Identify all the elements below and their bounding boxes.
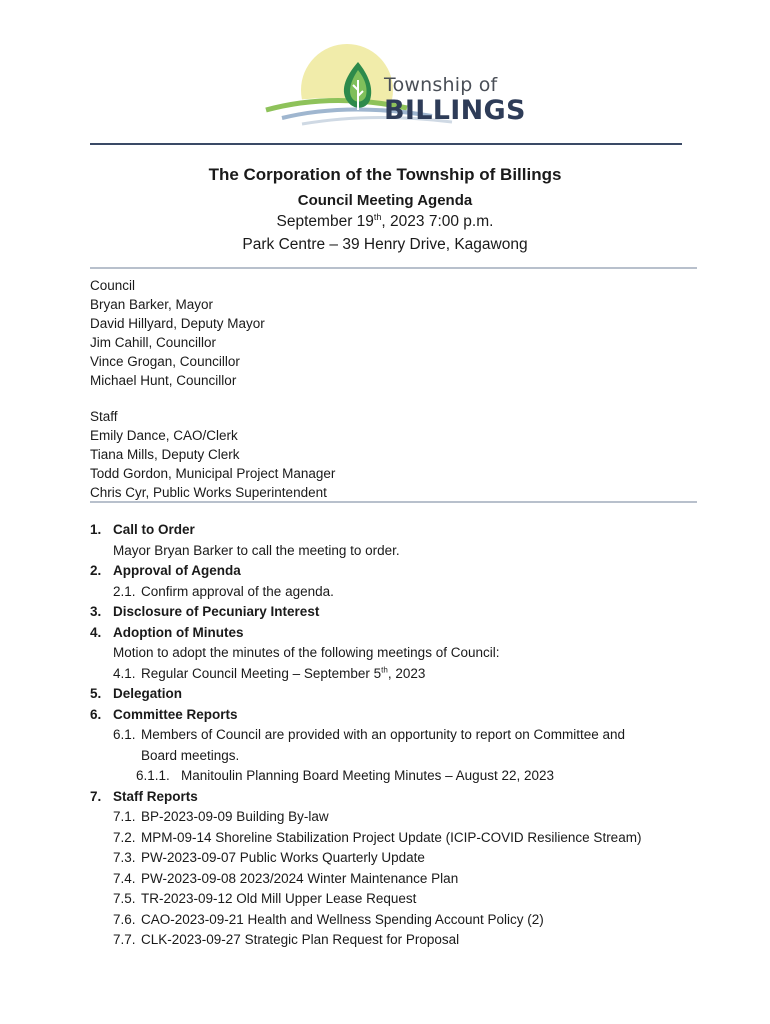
agenda-item-title: Committee Reports <box>113 706 238 722</box>
agenda-item-number: 6. <box>90 706 102 722</box>
staff-report-number: 7.1. <box>113 809 136 824</box>
staff-report-text: BP-2023-09-09 Building By-law <box>141 809 329 824</box>
section-divider <box>90 267 697 269</box>
header-divider <box>90 143 682 145</box>
staff-report-item <box>90 910 690 931</box>
staff-report-item <box>90 930 690 951</box>
staff-report-text: TR-2023-09-12 Old Mill Upper Lease Request <box>141 891 417 906</box>
staff-heading: Staff <box>90 409 118 424</box>
staff-report-item <box>90 869 690 890</box>
section-divider <box>90 501 697 503</box>
meeting-date-time: , 2023 7:00 p.m. <box>381 213 494 230</box>
agenda-subitem-text: Board meetings. <box>141 747 240 763</box>
council-member: Jim Cahill, Councillor <box>90 335 217 350</box>
agenda-item-detail <box>90 541 690 562</box>
agenda-item-detail <box>90 643 690 664</box>
agenda-item <box>90 684 690 705</box>
agenda-item-number: 4. <box>90 624 102 640</box>
agenda-item-text: Motion to adopt the minutes of the following meetings of Council: <box>113 645 500 660</box>
staff-member: Emily Dance, CAO/Clerk <box>90 428 238 443</box>
agenda-item-title: Delegation <box>113 686 183 701</box>
meeting-location: Park Centre – 39 Henry Drive, Kagawong <box>242 236 528 253</box>
agenda-item-title: Call to Order <box>113 522 195 537</box>
agenda-item-title: Approval of Agenda <box>113 563 241 578</box>
agenda-subsubitem <box>90 766 690 787</box>
agenda-item <box>90 602 690 623</box>
agenda-subsubitem-text: Manitoulin Planning Board Meeting Minutes – August 22, 2023 <box>181 768 554 783</box>
council-member: David Hillyard, Deputy Mayor <box>90 316 265 331</box>
agenda-subitem <box>90 582 690 603</box>
agenda-item-number: 3. <box>90 604 102 619</box>
logo-text-billings: BILLINGS <box>384 95 526 126</box>
staff-report-item <box>90 889 690 910</box>
staff-member: Todd Gordon, Municipal Project Manager <box>90 466 336 481</box>
staff-report-number: 7.2. <box>113 829 136 845</box>
agenda-subitem-continued <box>90 746 690 767</box>
agenda-item <box>90 623 690 644</box>
staff-report-text: MPM-09-14 Shoreline Stabilization Project Update (ICIP-COVID Resilience Stream) <box>141 829 642 845</box>
staff-report-number: 7.6. <box>113 911 136 927</box>
agenda-item <box>90 520 690 541</box>
agenda-list <box>90 520 690 951</box>
logo-text-township: Township of <box>384 74 498 96</box>
staff-report-item <box>90 828 690 849</box>
document-subtitle: Council Meeting Agenda <box>297 192 473 209</box>
agenda-subitem-text: Members of Council are provided with an opportunity to report on Committee and <box>141 727 625 742</box>
council-member: Bryan Barker, Mayor <box>90 297 214 312</box>
agenda-subsubitem-number: 6.1.1. <box>136 768 170 783</box>
agenda-item-number: 1. <box>90 522 102 537</box>
staff-report-item <box>90 848 690 869</box>
staff-report-number: 7.3. <box>113 850 136 865</box>
staff-member: Tiana Mills, Deputy Clerk <box>90 447 240 462</box>
agenda-subitem-number: 4.1. <box>113 665 136 681</box>
agenda-subitem-text: Regular Council Meeting – September 5th, 2023 <box>141 665 426 681</box>
agenda-item-title: Staff Reports <box>113 788 198 804</box>
agenda-item-text: Mayor Bryan Barker to call the meeting to order. <box>113 542 400 558</box>
agenda-item-title: Adoption of Minutes <box>113 624 244 640</box>
agenda-subitem <box>90 664 690 685</box>
agenda-subitem-text: Confirm approval of the agenda. <box>141 583 334 599</box>
document-title: The Corporation of the Township of Billings <box>208 165 562 184</box>
agenda-item-number: 7. <box>90 788 102 804</box>
agenda-item-number: 2. <box>90 563 102 578</box>
staff-list <box>90 407 335 502</box>
agenda-subitem <box>90 725 690 746</box>
staff-report-item <box>90 807 690 828</box>
staff-report-text: PW-2023-09-08 2023/2024 Winter Maintenance Plan <box>141 870 459 886</box>
council-member: Michael Hunt, Councillor <box>90 373 237 388</box>
council-member: Vince Grogan, Councillor <box>90 354 240 369</box>
agenda-subitem-number: 2.1. <box>113 583 136 599</box>
agenda-item <box>90 561 690 582</box>
meeting-date <box>0 213 770 231</box>
agenda-item-title: Disclosure of Pecuniary Interest <box>113 604 320 619</box>
agenda-item <box>90 705 690 726</box>
council-heading: Council <box>90 278 136 293</box>
agenda-item-number: 5. <box>90 686 102 701</box>
agenda-subitem-number: 6.1. <box>113 727 136 742</box>
staff-report-text: CAO-2023-09-21 Health and Wellness Spending Account Policy (2) <box>141 911 544 927</box>
staff-report-number: 7.4. <box>113 870 136 886</box>
staff-report-number: 7.5. <box>113 891 136 906</box>
staff-member: Chris Cyr, Public Works Superintendent <box>90 485 327 500</box>
meeting-date-day: September 19 <box>276 213 374 230</box>
township-logo <box>262 40 526 140</box>
council-list <box>90 276 265 390</box>
agenda-item <box>90 787 690 808</box>
meeting-date-ordinal: th <box>373 211 382 222</box>
staff-report-text: PW-2023-09-07 Public Works Quarterly Update <box>141 850 425 865</box>
staff-report-text: CLK-2023-09-27 Strategic Plan Request for Proposal <box>141 932 460 947</box>
staff-report-number: 7.7. <box>113 932 136 947</box>
